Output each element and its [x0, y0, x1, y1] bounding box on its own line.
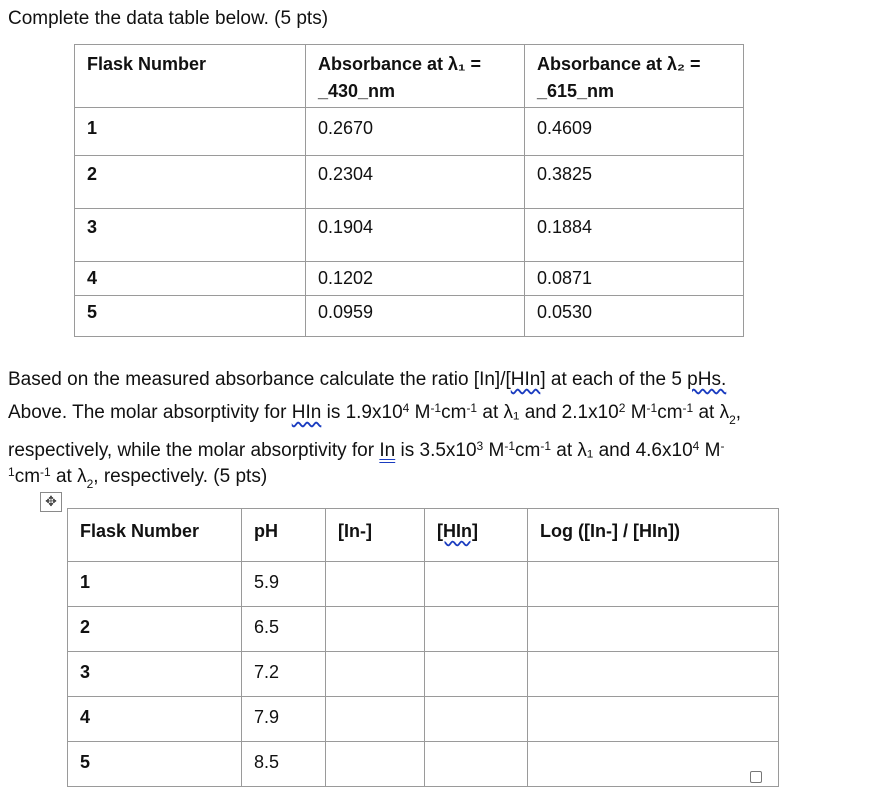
flask-number-header: Flask Number: [75, 45, 306, 108]
in-cell[interactable]: [326, 652, 425, 697]
flask-cell[interactable]: 5: [75, 296, 306, 337]
absorbance-lambda1-header[interactable]: [306, 45, 525, 108]
absorbance-lambda2-label: Absorbance at λ₂ =: [537, 54, 701, 74]
ph-ratio-table: [67, 508, 779, 787]
table-resize-handle[interactable]: [750, 771, 762, 783]
ph-cell[interactable]: 7.2: [242, 652, 326, 697]
log-cell[interactable]: [528, 562, 779, 607]
in-cell[interactable]: [326, 607, 425, 652]
abs2-cell[interactable]: 0.4609: [525, 108, 744, 156]
abs1-cell[interactable]: 0.2670: [306, 108, 525, 156]
spelling-flag-hin[interactable]: [HIn]: [437, 521, 478, 541]
ph-cell[interactable]: 8.5: [242, 742, 326, 787]
hin-concentration-header: [425, 509, 528, 562]
abs1-cell[interactable]: 0.1904: [306, 209, 525, 262]
ph-header: pH: [242, 509, 326, 562]
hin-cell[interactable]: [425, 607, 528, 652]
log-cell[interactable]: [528, 652, 779, 697]
abs1-cell[interactable]: 0.2304: [306, 156, 525, 209]
flask-cell[interactable]: 4: [68, 697, 242, 742]
table-row: [68, 652, 779, 697]
in-cell[interactable]: [326, 697, 425, 742]
absorbance-data-table: [74, 44, 744, 337]
in-cell[interactable]: [326, 742, 425, 787]
hin-cell[interactable]: [425, 697, 528, 742]
flask-cell[interactable]: 3: [68, 652, 242, 697]
wavelength1-value[interactable]: _430_nm: [318, 81, 396, 101]
table-row: [75, 296, 744, 337]
flask-cell[interactable]: 2: [68, 607, 242, 652]
paragraph-line-4: $^1cm^{-1}$ at $\lambda_2$, respectively. (5 pts): [8, 465, 268, 491]
hin-cell[interactable]: [425, 562, 528, 607]
flask-cell[interactable]: 3: [75, 209, 306, 262]
in-concentration-header: [In-]: [326, 509, 425, 562]
table-row: [68, 562, 779, 607]
flask-cell[interactable]: 1: [68, 562, 242, 607]
abs2-cell[interactable]: 0.0871: [525, 262, 744, 296]
table-row: [75, 209, 744, 262]
paragraph-line-1: Based on the measured absorbance calculate the ratio [In]/[HIn] at each of the 5 pHs.: [8, 369, 727, 390]
flask-cell[interactable]: 2: [75, 156, 306, 209]
table-header-row: [68, 509, 779, 562]
absorbance-lambda1-label: Absorbance at λ₁ =: [318, 54, 482, 74]
wavelength2-value[interactable]: _615_nm: [537, 81, 615, 101]
spelling-flag-phs[interactable]: pHs.: [687, 369, 727, 390]
table-row: [75, 108, 744, 156]
log-cell[interactable]: [528, 742, 779, 787]
table-row: [75, 262, 744, 296]
table-row: [68, 697, 779, 742]
paragraph-line-2: Above. The molar absorptivity for HIn is $1.9x10^4$ $M^{-1}cm^{-1}$ at λ₁ and $2.1x10^2$ $M^{-1}cm^{-1}$ at $\lambda_2$,: [8, 401, 742, 427]
log-ratio-header: Log ([In-] / [HIn]): [528, 509, 779, 562]
hin-cell[interactable]: [425, 652, 528, 697]
spelling-flag-hin[interactable]: HIn: [291, 402, 322, 423]
flask-cell[interactable]: 5: [68, 742, 242, 787]
log-cell[interactable]: [528, 607, 779, 652]
table-row: [75, 156, 744, 209]
ph-cell[interactable]: 7.9: [242, 697, 326, 742]
flask-number-header: Flask Number: [68, 509, 242, 562]
in-cell[interactable]: [326, 562, 425, 607]
table-row: [68, 742, 779, 787]
table-row: [68, 607, 779, 652]
page-heading: Complete the data table below. (5 pts): [8, 8, 329, 29]
ph-cell[interactable]: 6.5: [242, 607, 326, 652]
flask-cell[interactable]: 4: [75, 262, 306, 296]
abs2-cell[interactable]: 0.1884: [525, 209, 744, 262]
spelling-flag-hin[interactable]: HIn: [510, 369, 541, 390]
abs2-cell[interactable]: 0.0530: [525, 296, 744, 337]
grammar-flag-in[interactable]: In: [379, 440, 396, 461]
table-header-row: [75, 45, 744, 108]
abs1-cell[interactable]: 0.1202: [306, 262, 525, 296]
flask-cell[interactable]: 1: [75, 108, 306, 156]
abs2-cell[interactable]: 0.3825: [525, 156, 744, 209]
paragraph-line-3: respectively, while the molar absorptivity for In is $3.5x10^3$ $M^{-1}cm^{-1}$ at λ₁ and $4.6x10^4$ M-: [8, 439, 725, 461]
absorbance-lambda2-header[interactable]: [525, 45, 744, 108]
log-cell[interactable]: [528, 697, 779, 742]
ph-cell[interactable]: 5.9: [242, 562, 326, 607]
move-icon[interactable]: ✥: [40, 492, 62, 512]
hin-cell[interactable]: [425, 742, 528, 787]
abs1-cell[interactable]: 0.0959: [306, 296, 525, 337]
